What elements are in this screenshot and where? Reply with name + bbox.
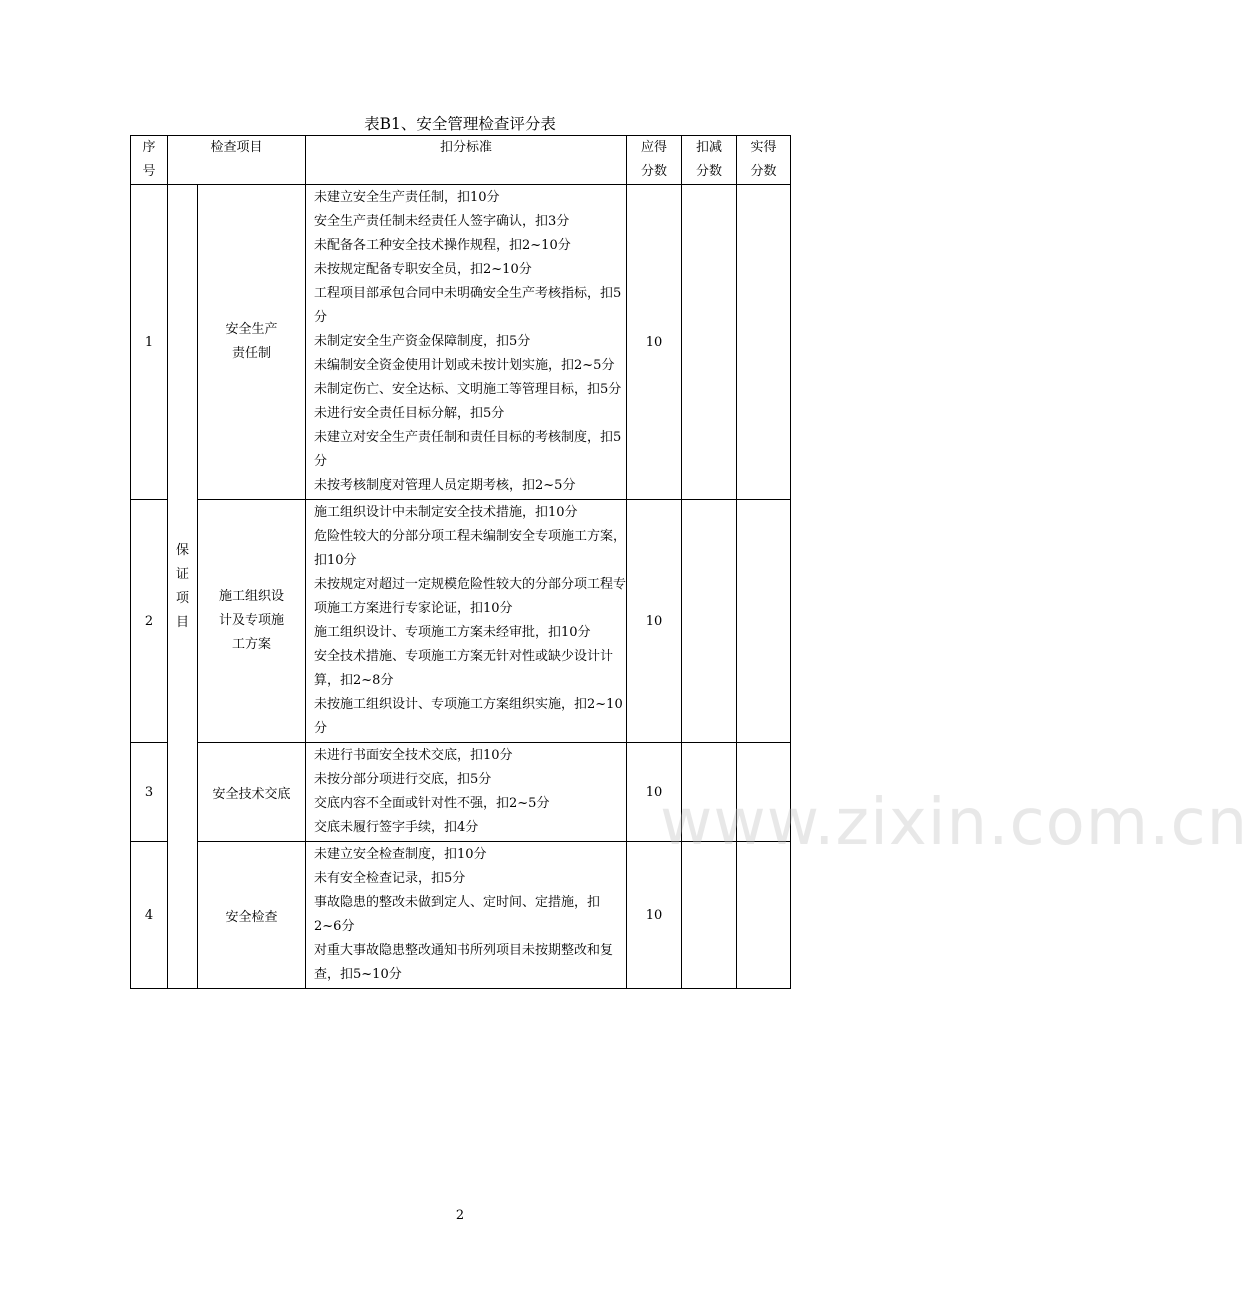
row-item: 安全技术交底 [198,743,306,842]
row-seq: 4 [131,842,168,989]
table-title: 表B1、安全管理检查评分表 [364,115,556,133]
row-item: 施工组织设计及专项施工方案 [198,500,306,743]
criteria-line: 未按规定配备专职安全员，扣2~10分 [314,262,532,277]
row-deduct-score [682,842,737,989]
criteria-line: 未配备各工种安全技术操作规程，扣2~10分 [314,238,571,253]
criteria-line: 未按分部分项进行交底，扣5分 [314,772,492,787]
table-row [131,185,791,500]
criteria-line: 未进行书面安全技术交底，扣10分 [314,748,513,763]
row-deduct-score [682,500,737,743]
row-criteria [306,842,627,989]
criteria-line: 未进行安全责任目标分解，扣5分 [314,406,505,421]
criteria-line: 安全技术措施、专项施工方案无针对性或缺少设计计算，扣2~8分 [314,649,614,688]
table-row [131,500,791,743]
criteria-line: 未建立安全生产责任制，扣10分 [314,190,500,205]
category-label: 保证项目 [175,542,189,630]
criteria-line: 未建立安全检查制度，扣10分 [314,847,487,862]
row-item: 安全检查 [198,842,306,989]
page-number: 2 [455,1208,465,1223]
row-actual-score [737,185,791,500]
criteria-line: 危险性较大的分部分项工程未编制安全专项施工方案，扣10分 [314,529,627,568]
criteria-line: 安全生产责任制未经责任人签字确认，扣3分 [314,214,570,229]
criteria-line: 未按施工组织设计、专项施工方案组织实施，扣2~10分 [314,697,623,736]
criteria-line: 对重大事故隐患整改通知书所列项目未按期整改和复查，扣5~10分 [314,943,614,982]
criteria-line: 未有安全检查记录，扣5分 [314,871,466,886]
criteria-line: 施工组织设计中未制定安全技术措施，扣10分 [314,505,578,520]
criteria-line: 未建立对安全生产责任制和责任目标的考核制度，扣5分 [314,430,622,469]
header-seq: 序号 [131,136,168,185]
row-should-score: 10 [627,185,682,500]
row-criteria [306,743,627,842]
row-actual-score [737,842,791,989]
row-should-score: 10 [627,743,682,842]
header-should-score: 应得分数 [627,136,682,185]
category-cell [168,185,198,989]
header-row [131,136,791,185]
row-deduct-score [682,185,737,500]
criteria-line: 未按考核制度对管理人员定期考核，扣2~5分 [314,478,576,493]
header-deduct-score: 扣减分数 [682,136,737,185]
header-actual-score: 实得分数 [737,136,791,185]
criteria-line: 未制定安全生产资金保障制度，扣5分 [314,334,531,349]
row-should-score: 10 [627,842,682,989]
score-table [130,135,791,989]
criteria-line: 施工组织设计、专项施工方案未经审批，扣10分 [314,625,591,640]
criteria-line: 未按规定对超过一定规模危险性较大的分部分项工程专项施工方案进行专家论证，扣10分 [314,577,627,616]
criteria-line: 未制定伤亡、安全达标、文明施工等管理目标，扣5分 [314,382,622,397]
criteria-line: 事故隐患的整改未做到定人、定时间、定措施，扣2~6分 [314,895,601,934]
header-criteria: 扣分标准 [306,136,627,185]
criteria-line: 交底未履行签字手续，扣4分 [314,820,479,835]
row-actual-score [737,500,791,743]
row-seq: 3 [131,743,168,842]
criteria-line: 工程项目部承包合同中未明确安全生产考核指标，扣5分 [314,286,622,325]
row-criteria [306,500,627,743]
row-seq: 1 [131,185,168,500]
row-should-score: 10 [627,500,682,743]
row-criteria [306,185,627,500]
header-item: 检查项目 [168,136,306,185]
table-row [131,842,791,989]
criteria-line: 交底内容不全面或针对性不强，扣2~5分 [314,796,550,811]
row-seq: 2 [131,500,168,743]
watermark: www.zixin.com.cn [660,786,1248,860]
criteria-line: 未编制安全资金使用计划或未按计划实施，扣2~5分 [314,358,615,373]
row-item: 安全生产责任制 [198,185,306,500]
